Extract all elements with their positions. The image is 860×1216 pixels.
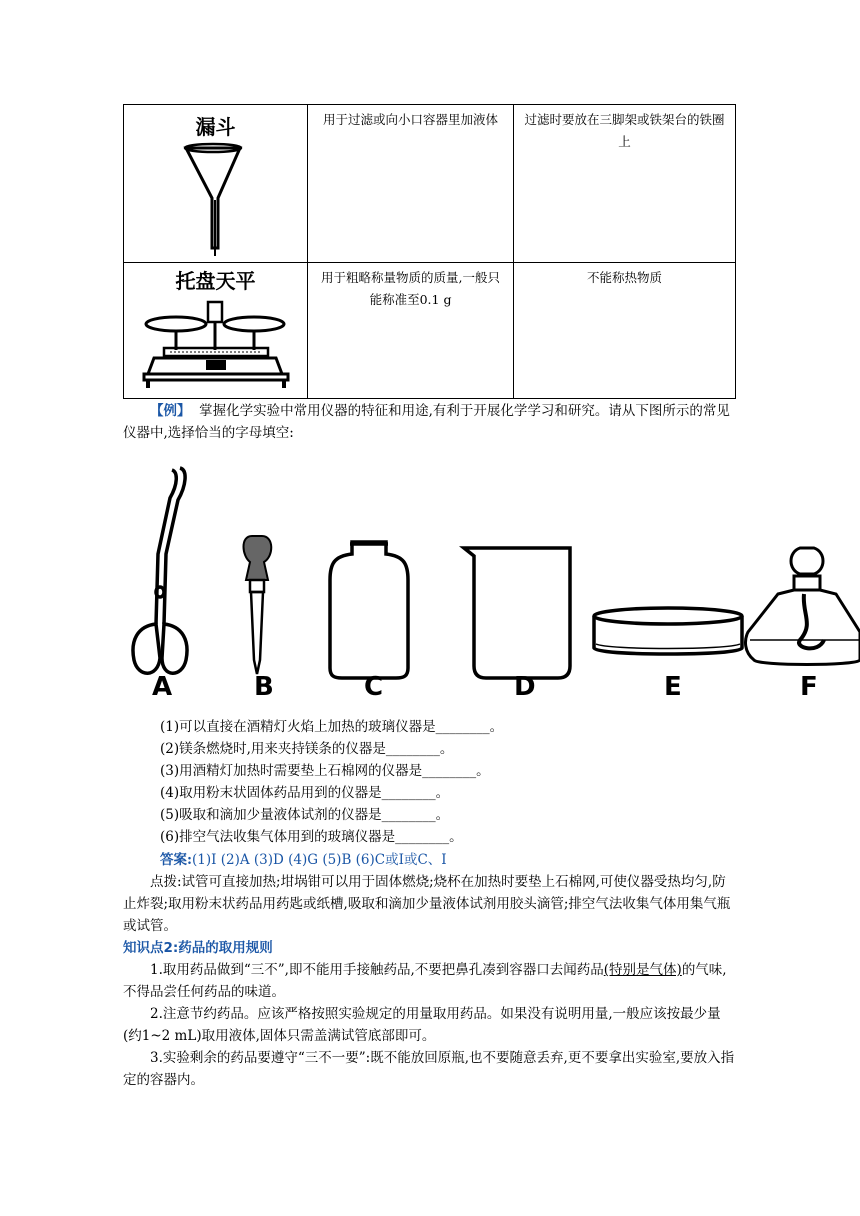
- section-paragraph: 2.注意节约药品。应该严格按照实验规定的用量取用药品。如果没有说明用量,一般应该按最少量(约1~2 mL)取用液体,固体只需盖满试管底部即可。: [123, 1006, 721, 1044]
- underlined-text: (特别是气体): [603, 962, 682, 978]
- gas-bottle-icon: [330, 542, 408, 678]
- evaporating-dish-icon: [594, 608, 742, 654]
- table-row: [124, 263, 736, 399]
- use-cell: [308, 263, 514, 399]
- figure-label: C: [364, 672, 384, 702]
- instrument-use: 用于粗略称量物质的质量,一般只能称准至0.1 g: [321, 270, 501, 307]
- paragraph-text: 的气味,不得品尝任何药品的味道。: [123, 962, 727, 1000]
- instrument-name: 托盘天平: [175, 269, 256, 293]
- answer-text: (1)I (2)A (3)D (4)G (5)B (6)C或I或C、I: [191, 852, 447, 868]
- section-paragraph: [123, 959, 736, 1003]
- example-paragraph: [123, 400, 736, 444]
- figure-label: E: [664, 672, 682, 702]
- balance-icon: [124, 294, 307, 398]
- question: (4)取用粉末状固体药品用到的仪器是________。: [160, 785, 450, 801]
- example-text: 掌握化学实验中常用仪器的特征和用途,有利于开展化学学习和研究。请从下图所示的常见仪器中,选择恰当的字母填空:: [123, 403, 730, 441]
- figure-label: D: [514, 672, 536, 702]
- table-row: [124, 105, 736, 263]
- instrument-note: 不能称热物质: [587, 270, 663, 285]
- beaker-icon: [464, 548, 570, 678]
- example-tag: 【例】: [150, 403, 191, 419]
- use-cell: [308, 105, 514, 263]
- figure-label: B: [254, 672, 274, 702]
- alcohol-lamp-icon: [746, 548, 860, 665]
- note-cell: [514, 263, 736, 399]
- figure-label: F: [800, 672, 818, 702]
- section-title-text: 知识点2:药品的取用规则: [123, 940, 273, 956]
- question: (5)吸取和滴加少量液体试剂的仪器是________。: [160, 807, 450, 823]
- instrument-figure: [128, 444, 860, 714]
- instrument-image-cell: [124, 105, 308, 263]
- instrument-name: 漏斗: [195, 115, 236, 139]
- paragraph-text: 1.取用药品做到“三不”,即不能用手接触药品,不要把鼻孔凑到容器口去闻药品: [150, 962, 604, 978]
- hint-paragraph: 点拨:试管可直接加热;坩埚钳可以用于固体燃烧;烧杯在加热时要垫上石棉网,可使仪器受热均匀,防止炸裂;取用粉末状药品用药匙或纸槽,吸取和滴加少量液体试剂用胶头滴管;排空气法收集气体用集气瓶或试管。: [123, 874, 731, 934]
- instrument-image-cell: [124, 263, 308, 399]
- question: (3)用酒精灯加热时需要垫上石棉网的仪器是________。: [160, 763, 490, 779]
- note-cell: [514, 105, 736, 263]
- instrument-use: 用于过滤或向小口容器里加液体: [323, 112, 499, 127]
- crucible-tongs-icon: [133, 468, 187, 673]
- section-paragraph: 3.实验剩余的药品要遵守“三不一要”:既不能放回原瓶,也不要随意丢弃,更不要拿出实验室,要放入指定的容器内。: [123, 1050, 735, 1088]
- section-title: [123, 937, 736, 959]
- figure-label: A: [152, 672, 173, 702]
- dropper-icon: [244, 536, 272, 674]
- answer-line: [160, 849, 447, 871]
- funnel-icon: [124, 140, 307, 258]
- answer-label: 答案:: [160, 852, 192, 868]
- question: (2)镁条燃烧时,用来夹持镁条的仪器是________。: [160, 741, 454, 757]
- question: (1)可以直接在酒精灯火焰上加热的玻璃仪器是________。: [160, 719, 504, 735]
- question: (6)排空气法收集气体用到的玻璃仪器是________。: [160, 829, 463, 845]
- instrument-note: 过滤时要放在三脚架或铁架台的铁圈上: [524, 112, 725, 149]
- instrument-table: [123, 104, 736, 399]
